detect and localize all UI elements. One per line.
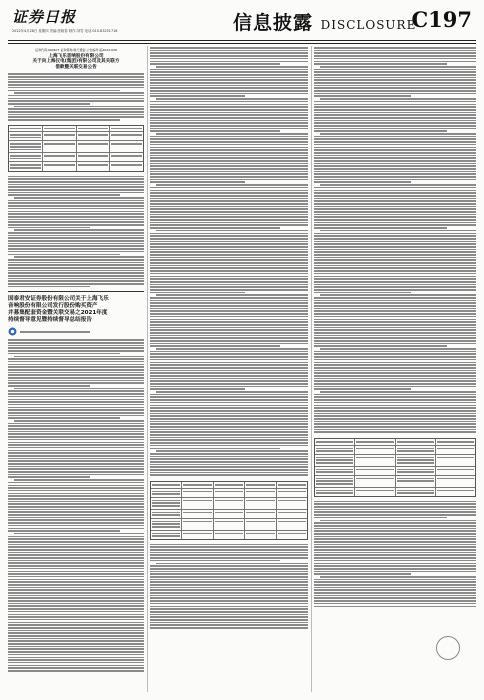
data-table <box>8 125 144 172</box>
announcement-body <box>314 47 476 433</box>
announcement-body <box>314 501 476 607</box>
announcement-separator <box>8 291 144 292</box>
publisher-badge <box>8 327 144 336</box>
announcement-title <box>8 296 144 324</box>
announcement-company: 上海飞乐音响股份有限公司 <box>48 53 104 59</box>
section-title-cn: 信息披露 <box>233 12 314 34</box>
announcement-body <box>150 544 308 629</box>
newspaper-logo: 证券日报 <box>12 8 77 26</box>
announcement-body <box>8 176 144 288</box>
announcement-body <box>150 47 308 476</box>
announcement-heading-1: 国泰君安证券股份有限公司关于上海飞乐 <box>8 296 109 303</box>
masthead-rule <box>8 40 476 41</box>
company-seal <box>436 636 460 660</box>
masthead <box>8 6 476 40</box>
announcement-heading-4: 持续督导意见暨持续督导总结报告 <box>8 317 92 324</box>
column-3 <box>314 46 476 692</box>
page-number: C197 <box>411 7 472 32</box>
announcement-heading-2: 借款暨关联交易公告 <box>55 64 97 70</box>
section-title-en: DISCLOSURE <box>320 18 417 32</box>
section-title <box>233 8 416 35</box>
masthead-rule-thin <box>8 43 476 44</box>
column-divider <box>147 46 148 692</box>
column-divider <box>311 46 312 692</box>
announcement-body <box>8 73 144 120</box>
announcement-body <box>8 339 144 671</box>
announcement-heading-3: 并募集配套资金暨关联交易之2021年度 <box>8 310 108 317</box>
column-2 <box>150 46 308 692</box>
announcement-code-line: 证券代码:600677 证券简称:航天通信 公告编号:临2022-026 <box>35 48 117 52</box>
announcement-heading-2: 音响股份有限公司发行股份购买资产 <box>8 303 98 310</box>
announcement-heading-1: 关于向上海仪电(集团)有限公司及其关联方 <box>32 59 120 65</box>
data-table <box>150 481 308 540</box>
issue-meta: 2022年4月28日 星期四 责编:张晓春 制作:刘雪 电话:010-83251716 <box>12 29 118 33</box>
column-1 <box>8 46 144 692</box>
announcement-title <box>8 48 144 70</box>
company-logo-icon <box>8 327 17 336</box>
data-table <box>314 438 476 497</box>
